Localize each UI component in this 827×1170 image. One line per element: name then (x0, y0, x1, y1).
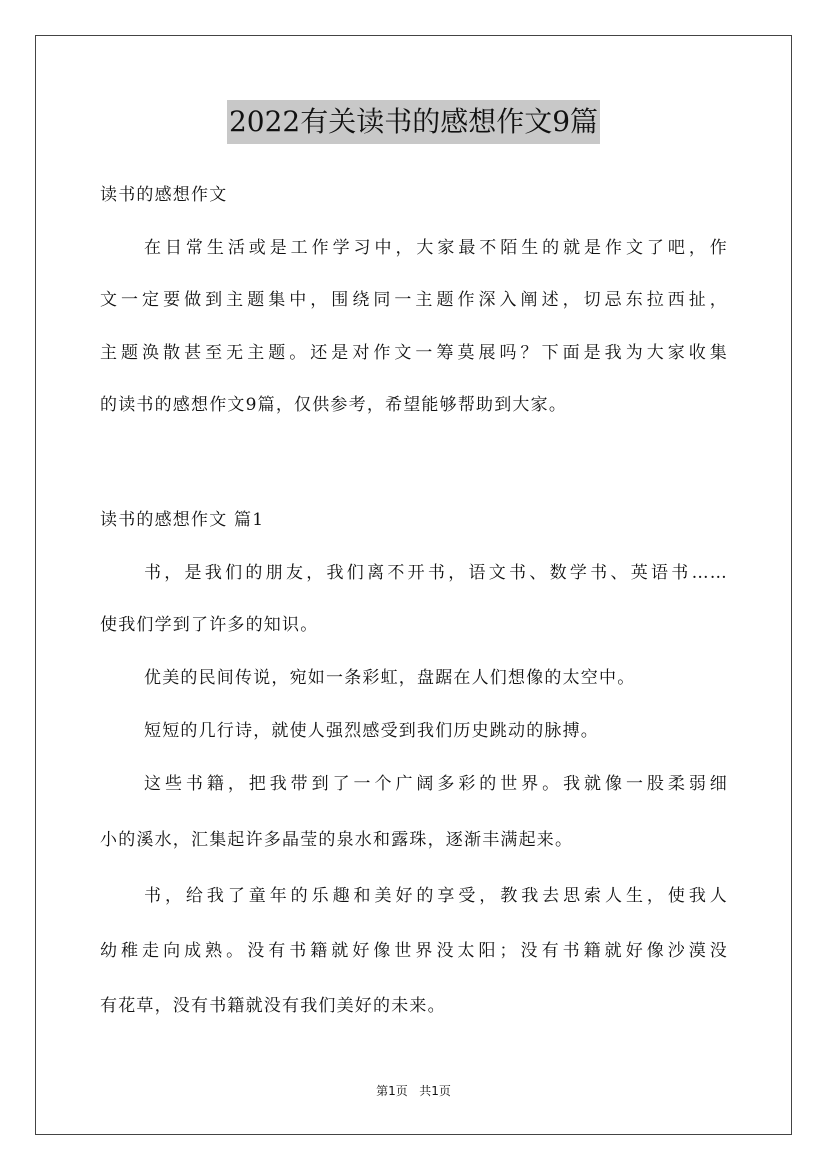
essay-line-8: 幼稚走向成熟。没有书籍就好像世界没太阳；没有书籍就好像沙漠没 (100, 941, 728, 961)
intro-line-3: 主题涣散甚至无主题。还是对作文一筹莫展吗？下面是我为大家收集 (100, 343, 728, 363)
document-title: 2022有关读书的感想作文9篇 (227, 100, 600, 144)
essay-line-9: 有花草，没有书籍就没有我们美好的未来。 (100, 996, 446, 1016)
essay-line-1: 书，是我们的朋友，我们离不开书，语文书、数学书、英语书…… (144, 563, 728, 583)
intro-line-1: 在日常生活或是工作学习中，大家最不陌生的就是作文了吧，作 (144, 238, 728, 258)
page-footer (0, 1083, 827, 1099)
intro-line-2: 文一定要做到主题集中，围绕同一主题作深入阐述，切忌东拉西扯， (100, 290, 728, 310)
page-number: 第1页 (376, 1084, 408, 1098)
essay-heading: 读书的感想作文 篇1 (100, 510, 265, 530)
page-total: 共1页 (419, 1084, 451, 1098)
essay-line-7: 书，给我了童年的乐趣和美好的享受，教我去思索人生，使我人 (144, 886, 728, 906)
essay-line-6: 小的溪水，汇集起许多晶莹的泉水和露珠，逐渐丰满起来。 (100, 830, 574, 850)
essay-line-5: 这些书籍，把我带到了一个广阔多彩的世界。我就像一股柔弱细 (144, 774, 728, 794)
document-title-wrap (0, 100, 827, 144)
essay-line-3: 优美的民间传说，宛如一条彩虹，盘踞在人们想像的太空中。 (144, 668, 636, 688)
essay-line-2: 使我们学到了许多的知识。 (100, 615, 319, 635)
essay-line-4: 短短的几行诗，就使人强烈感受到我们历史跳动的脉搏。 (144, 721, 599, 741)
intro-line-4: 的读书的感想作文9篇，仅供参考，希望能够帮助到大家。 (100, 395, 568, 415)
section-heading: 读书的感想作文 (100, 185, 228, 205)
